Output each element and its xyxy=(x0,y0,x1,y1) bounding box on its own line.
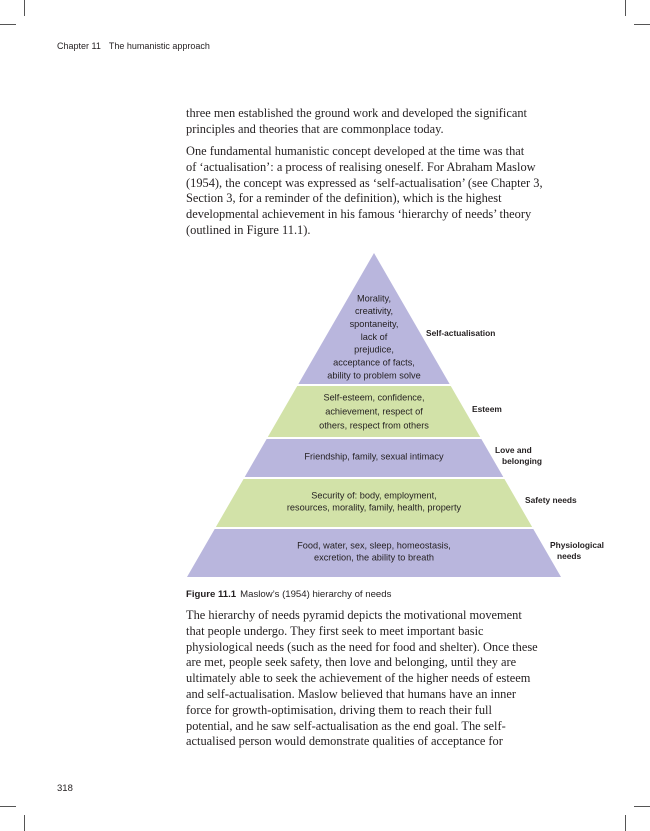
page-number: 318 xyxy=(57,783,73,794)
chapter-title: The humanistic approach xyxy=(108,41,210,51)
text-line: potential, and he saw self-actualisation as the end goal. The self- xyxy=(186,718,506,733)
pyramid-level-text: others, respect from others xyxy=(319,420,429,431)
text-line: The hierarchy of needs pyramid depicts the motivational movement xyxy=(186,608,522,622)
pyramid-level-text: Security of: body, employment, xyxy=(311,490,437,501)
text-line: principles and theories that are commonplace today. xyxy=(186,121,444,136)
chapter-number: Chapter 11 xyxy=(57,41,101,51)
text-line: (outlined in Figure 11.1). xyxy=(186,222,311,237)
pyramid-level-label: Safety needs xyxy=(525,495,577,505)
figure-label: Figure 11.1 xyxy=(186,589,237,600)
pyramid-level-label: belonging xyxy=(502,456,543,466)
text-line: are met, people seek safety, then love and belonging, until they are xyxy=(186,655,517,670)
text-line: and self-actualisation. Maslow believed that humans have an inner xyxy=(186,686,516,701)
pyramid-level-text: excretion, the ability to breath xyxy=(313,552,435,563)
text-line: three men established the ground work and developed the significant xyxy=(186,106,527,120)
text-line: Section 3, for a reminder of the definition), which is the highest xyxy=(186,191,502,206)
pyramid-level-text: lack of xyxy=(360,331,388,342)
text-line: that people undergo. They first seek to meet important basic xyxy=(186,623,484,638)
pyramid-level-text: spontaneity, xyxy=(349,318,399,329)
figure-caption xyxy=(186,589,391,600)
text-line: physiological needs (such as the need for food and shelter). Once these xyxy=(186,639,538,654)
pyramid-level-text: Morality, xyxy=(356,293,392,304)
pyramid-level-label: Love and xyxy=(495,445,532,455)
text-line: (1954), the concept was expressed as ‘self-actualisation’ (see Chapter 3, xyxy=(186,175,543,190)
pyramid-level-text: Friendship, family, sexual intimacy xyxy=(304,451,444,462)
pyramid-level-text: Self-esteem, confidence, xyxy=(323,392,425,403)
pyramid-level-label: Esteem xyxy=(472,404,502,414)
pyramid-level-label: Self-actualisation xyxy=(426,328,496,338)
text-line: force for growth-optimisation, driving them to reach their full xyxy=(186,702,492,717)
pyramid-level-text: acceptance of facts, xyxy=(333,357,415,368)
text-line: ultimately able to seek the achievement of the higher needs of esteem xyxy=(186,671,531,686)
pyramid-level-text: Food, water, sex, sleep, homeostasis, xyxy=(297,540,451,551)
paragraph-hierarchy xyxy=(186,608,566,750)
pyramid-level-text: resources, morality, family, health, property xyxy=(286,502,462,513)
pyramid-level-label: needs xyxy=(557,551,582,561)
pyramid-level-label: Physiological xyxy=(550,540,604,550)
text-line: One fundamental humanistic concept developed at the time was that xyxy=(186,144,525,158)
text-line: developmental achievement in his famous ‘hierarchy of needs’ theory xyxy=(186,207,532,222)
pyramid-level-text: creativity, xyxy=(354,306,394,317)
text-line: of ‘actualisation’: a process of realising oneself. For Abraham Maslow xyxy=(186,159,536,174)
text-line: actualised person would demonstrate qualities of acceptance for xyxy=(186,734,503,749)
pyramid-level-text: prejudice, xyxy=(354,344,394,355)
figure-caption-text: Maslow’s (1954) hierarchy of needs xyxy=(240,589,392,600)
pyramid-level-text: achievement, respect of xyxy=(325,406,423,417)
pyramid-level-text: ability to problem solve xyxy=(327,370,421,381)
